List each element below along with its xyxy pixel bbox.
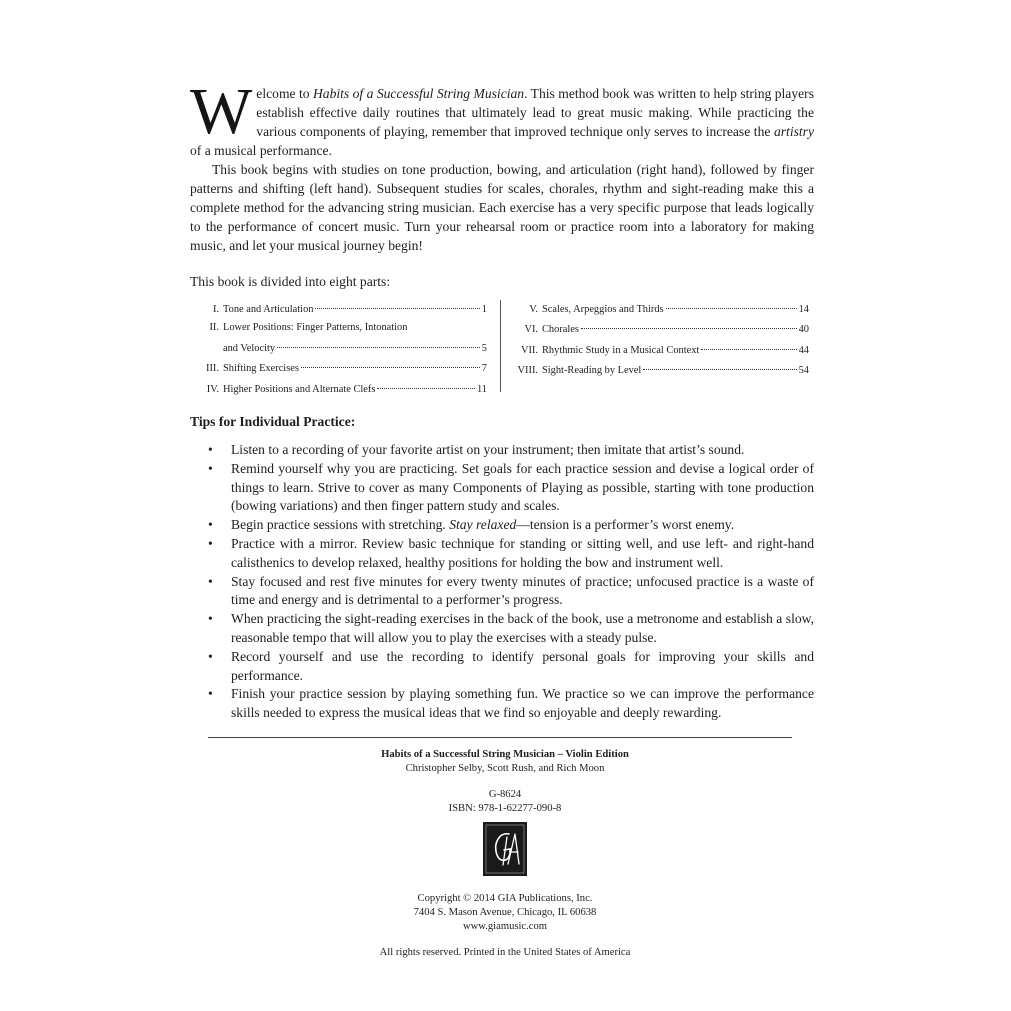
tip-text: Begin practice sessions with stretching. [231, 517, 450, 533]
tip-text-italic: Stay relaxed [449, 517, 517, 533]
bullet-icon: • [208, 611, 213, 627]
tip-text: Remind yourself why you are practicing. Set goals for each practice session and devise a logical order of things to learn. Strive to cover as many Components of Playing as possible, starting with tone production (bowing variations) and then finger pattern study and scales. [231, 460, 814, 514]
intro-text: elcome to [256, 86, 313, 101]
tips-heading: Tips for Individual Practice: [190, 414, 356, 429]
tip-item [208, 648, 814, 686]
colophon [300, 748, 710, 960]
toc-numeral: V. [529, 304, 538, 315]
toc-numeral: VI. [524, 324, 538, 336]
toc-title: Tone and Articulation [223, 304, 314, 315]
welcome-introduction [190, 75, 814, 255]
leader-dots [666, 296, 797, 309]
table-of-contents-right [512, 299, 809, 381]
leader-dots [301, 355, 480, 368]
spacer [300, 934, 710, 946]
toc-page-number: 44 [798, 344, 809, 356]
book-title-italic: Habits of a Successful String Musician [312, 86, 525, 101]
bullet-icon: • [208, 573, 213, 589]
toc-entry [195, 379, 487, 399]
rights-statement: All rights reserved. Printed in the United States of America [379, 947, 631, 958]
artistry-italic: artistry [773, 124, 814, 139]
toc-page-number: 7 [481, 363, 487, 375]
leader-dots [315, 296, 479, 309]
tip-text: —tension is a performer’s worst enemy. [516, 517, 735, 533]
toc-page-number: 14 [798, 304, 809, 315]
toc-numeral: IV. [206, 383, 219, 395]
toc-title: Lower Positions: Finger Patterns, Intonation [223, 322, 408, 334]
toc-title-continued: and Velocity [223, 342, 276, 354]
isbn: ISBN: 978-1-62277-090-8 [448, 803, 562, 814]
leader-dots [277, 335, 480, 348]
toc-numeral: VII. [520, 344, 538, 356]
colophon-authors: Christopher Selby, Scott Rush, and Rich Moon [405, 763, 605, 774]
intro-text: of a musical performance. [190, 143, 332, 158]
tip-text: Practice with a mirror. Review basic technique for standing or sitting well, and use left- and right-hand calisthenics to develop relaxed, healthy positions for holding the bow and instrument well. [231, 535, 814, 570]
contents-intro: This book is divided into eight parts: [190, 274, 391, 289]
toc-title: Chorales [542, 324, 579, 336]
toc-entry [512, 360, 809, 380]
bullet-icon: • [208, 442, 213, 457]
gia-logo-icon [483, 822, 527, 876]
column-divider [500, 300, 501, 392]
tip-item [208, 441, 814, 460]
tip-text: Finish your practice session by playing something fun. We practice so we can improve the performance skills needed to express the musical ideas that we find so enjoyable and deeply rewarding. [231, 686, 814, 721]
bullet-icon: • [208, 686, 213, 702]
toc-title: Scales, Arpeggios and Thirds [542, 304, 664, 315]
intro-paragraph-1 [190, 75, 814, 160]
leader-dots [377, 376, 475, 389]
tip-text: Record yourself and use the recording to identify personal goals for improving your skills and performance. [231, 648, 814, 683]
tip-item [208, 516, 814, 535]
toc-numeral: II. [209, 322, 219, 334]
tip-item [208, 573, 814, 611]
toc-numeral: III. [206, 363, 219, 375]
tip-item [208, 685, 814, 723]
toc-title: Rhythmic Study in a Musical Context [542, 344, 700, 356]
horizontal-divider [208, 737, 792, 738]
toc-entry [195, 299, 487, 319]
toc-title: Shifting Exercises [223, 363, 299, 375]
intro-text: . This method book was written to help string players establish effective daily routines that ultimately lead to great music making. While practicing the various components of playing, remember that improved technique only serves to increase the [256, 86, 814, 139]
publisher-address: 7404 S. Mason Avenue, Chicago, IL 60638 [413, 907, 597, 918]
spacer [300, 776, 710, 788]
toc-page-number: 54 [798, 365, 809, 377]
tips-list [208, 441, 814, 723]
tip-item [208, 610, 814, 648]
bullet-icon: • [208, 460, 213, 476]
leader-dots [581, 316, 797, 329]
leader-dots [701, 337, 796, 350]
table-of-contents-left [195, 299, 487, 399]
bullet-icon: • [208, 517, 213, 533]
publisher-logo [483, 822, 527, 876]
leader-dots [643, 357, 796, 370]
tip-item [208, 535, 814, 573]
toc-title: Higher Positions and Alternate Clefs [223, 383, 376, 395]
catalog-code: G-8624 [488, 789, 522, 800]
copyright: Copyright © 2014 GIA Publications, Inc. [417, 893, 593, 904]
toc-page-number: 11 [476, 383, 487, 395]
bullet-icon: • [208, 648, 213, 664]
publisher-website: www.giamusic.com [462, 921, 548, 932]
toc-title: Sight-Reading by Level [542, 365, 642, 377]
tip-item [208, 460, 814, 516]
toc-numeral: I. [212, 304, 219, 315]
toc-page-number: 5 [481, 342, 487, 354]
intro-paragraph-2: This book begins with studies on tone production, bowing, and articulation (right hand), followed by finger patterns and shifting (left hand). Subsequent studies for scales, chorales, rhythm and sight-reading make this a complete method for the advancing string musician. Each exercise has a very specific purpose that leads logically to the performance of concert music. Turn your rehearsal room or practice room into a laboratory for making music, and let your musical journey begin! [190, 162, 814, 253]
bullet-icon: • [208, 535, 213, 551]
toc-page-number: 1 [481, 304, 487, 315]
tip-text: Listen to a recording of your favorite artist on your instrument; then imitate that artist’s sound. [231, 442, 745, 457]
toc-page-number: 40 [798, 324, 809, 336]
colophon-title: Habits of a Successful String Musician – Violin Edition [381, 749, 629, 760]
tip-text: When practicing the sight-reading exercises in the back of the book, use a metronome and establish a slow, reasonable tempo that will allow you to play the exercises with a steady pulse. [231, 611, 814, 645]
drop-cap: W [190, 75, 253, 148]
toc-numeral: VIII. [517, 365, 538, 377]
tip-text: Stay focused and rest five minutes for every twenty minutes of practice; unfocused practice is a waste of time and energy and is detrimental to a performer’s progress. [231, 573, 814, 608]
